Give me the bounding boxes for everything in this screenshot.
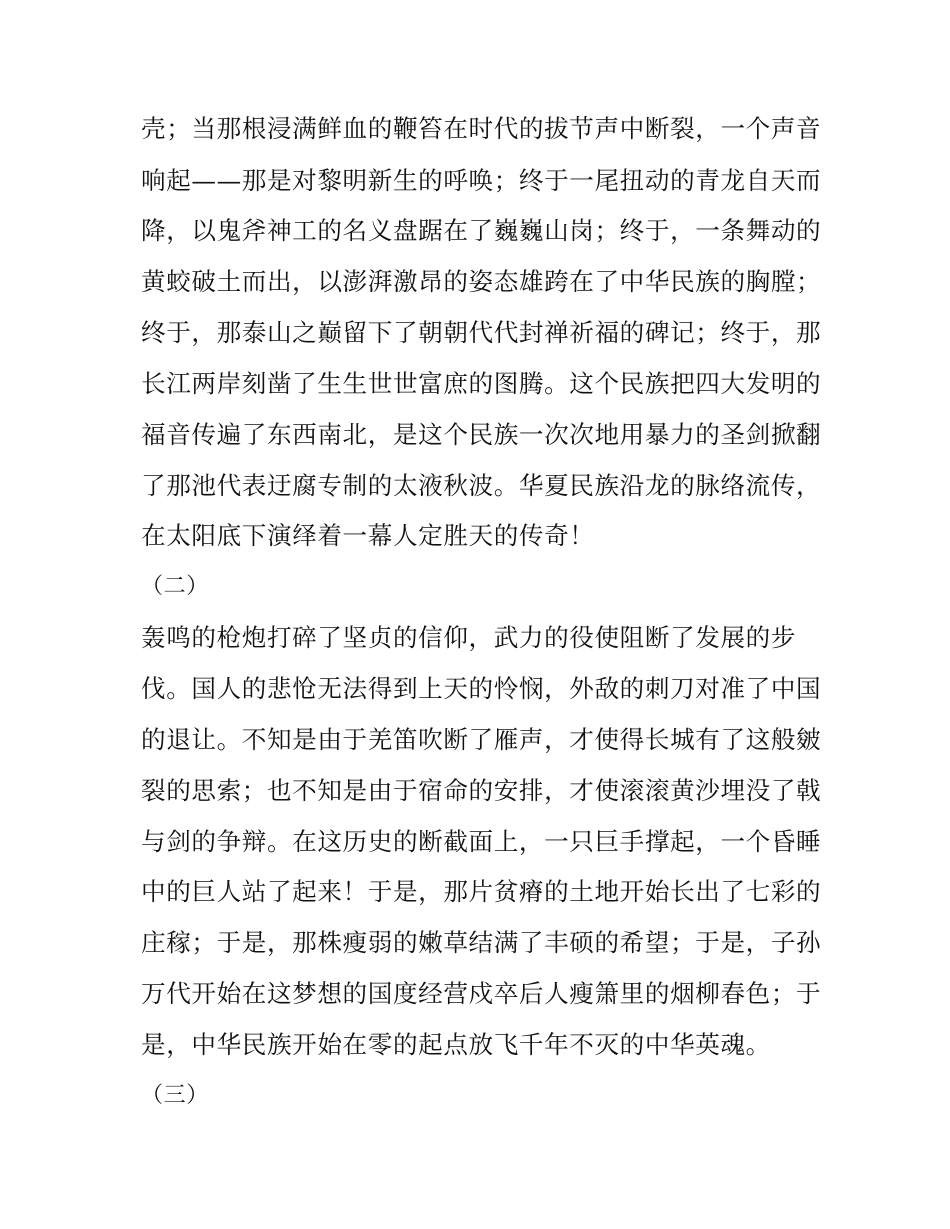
paragraph-line: 壳；当那根浸满鲜血的鞭笞在时代的拔节声中断裂，一个声音	[141, 114, 822, 143]
paragraph-line: 终于，那泰山之巅留下了朝朝代代封禅祈福的碑记；终于，那	[141, 318, 822, 347]
paragraph-line: 福音传遍了东西南北，是这个民族一次次地用暴力的圣剑掀翻	[141, 420, 822, 449]
paragraph-line: 是，中华民族开始在零的起点放飞千年不灭的中华英魂。	[141, 1030, 771, 1059]
paragraph-line: 轰鸣的枪炮打碎了坚贞的信仰，武力的役使阻断了发展的步	[141, 623, 797, 652]
paragraph-line: 伐。国人的悲怆无法得到上天的怜悯，外敌的刺刀对准了中国	[141, 674, 822, 703]
paragraph-line: 中的巨人站了起来！于是，那片贫瘠的土地开始长出了七彩的	[141, 877, 822, 906]
paragraph-line: 黄蛟破土而出，以澎湃激昂的姿态雄跨在了中华民族的胸膛；	[141, 267, 822, 296]
paragraph-line: 长江两岸刻凿了生生世世富庶的图腾。这个民族把四大发明的	[141, 369, 822, 398]
paragraph-line: 与剑的争辩。在这历史的断截面上，一只巨手撑起，一个昏睡	[141, 827, 822, 856]
paragraph-line: 在太阳底下演绎着一幕人定胜天的传奇！	[141, 521, 595, 550]
paragraph-line: 万代开始在这梦想的国度经营戍卒后人瘦箫里的烟柳春色；于	[141, 979, 822, 1008]
section-heading: （三）	[141, 1083, 209, 1108]
paragraph-line: 降，以鬼斧神工的名义盘踞在了巍巍山岗；终于，一条舞动的	[141, 216, 822, 245]
paragraph-line: 裂的思索；也不知是由于宿命的安排，才使滚滚黄沙埋没了戟	[141, 776, 822, 805]
paragraph-line: 响起——那是对黎明新生的呼唤；终于一尾扭动的青龙自天而	[141, 166, 822, 195]
section-heading: （二）	[141, 574, 209, 599]
paragraph-line: 的退让。不知是由于羌笛吹断了雁声，才使得长城有了这般皴	[141, 725, 822, 754]
paragraph-line: 了那池代表迂腐专制的太液秋波。华夏民族沿龙的脉络流传，	[141, 471, 822, 500]
paragraph-line: 庄稼；于是，那株瘦弱的嫩草结满了丰硕的希望；于是，子孙	[141, 928, 822, 957]
